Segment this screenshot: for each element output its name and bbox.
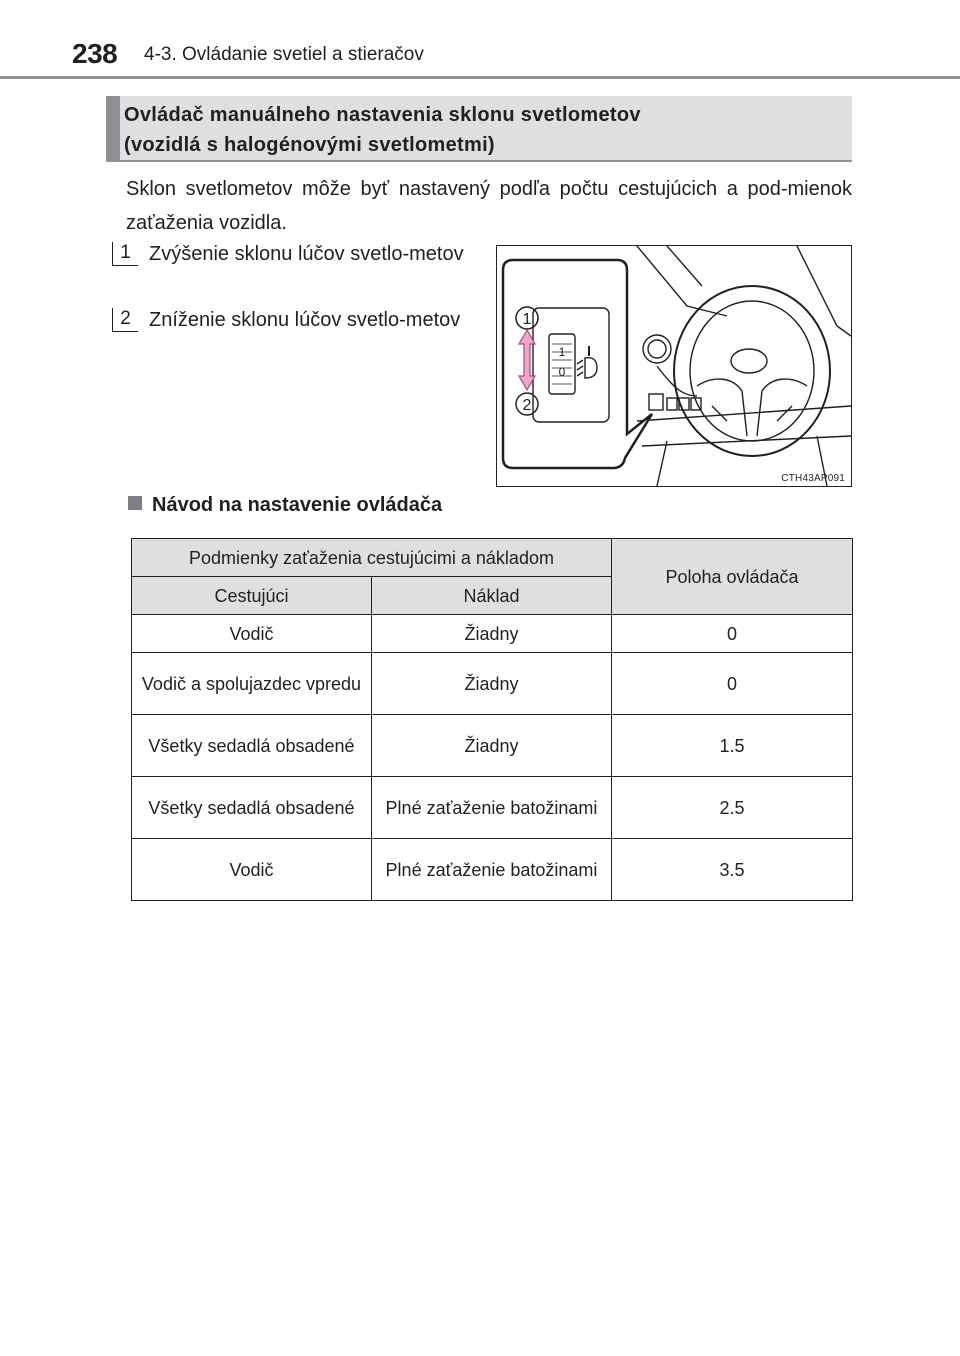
- table-header-passengers: Cestujúci: [132, 577, 372, 615]
- cell-load: Žiadny: [372, 715, 612, 777]
- header-rule: [0, 76, 960, 79]
- table-header-position: Poloha ovládača: [612, 539, 853, 615]
- wheel-hub: [731, 349, 767, 373]
- table-row: [132, 777, 853, 839]
- list-item: [112, 238, 476, 270]
- list-item: [112, 304, 476, 336]
- table-row: [132, 653, 853, 715]
- item-number-2: 2: [112, 308, 138, 332]
- dial-label-top: 1: [558, 345, 566, 359]
- cell-load: Plné zaťaženie batožinami: [372, 777, 612, 839]
- section-title-line-1: Ovládač manuálneho nastavenia sklonu svetlometov: [124, 104, 641, 126]
- dashboard-illustration: [497, 246, 851, 486]
- cell-passengers: Všetky sedadlá obsadené: [132, 715, 372, 777]
- leveling-table: [131, 538, 853, 901]
- cell-position: 1.5: [612, 715, 853, 777]
- dash-line: [637, 246, 727, 316]
- dash-line: [797, 246, 851, 336]
- callout-label-2: 2: [522, 397, 532, 414]
- vent-icon: [643, 335, 671, 363]
- item-text-1: Zvýšenie sklonu lúčov svetlo-metov: [149, 243, 464, 265]
- steering-wheel-icon: [674, 286, 830, 456]
- cell-position: 0: [612, 615, 853, 653]
- dial-label-bottom: 0: [558, 365, 566, 379]
- callout-label-1: 1: [522, 311, 532, 328]
- dash-line: [667, 246, 702, 286]
- square-bullet-icon: [128, 496, 142, 510]
- cell-position: 0: [612, 653, 853, 715]
- cell-load: Plné zaťaženie batožinami: [372, 839, 612, 901]
- cell-passengers: Vodič: [132, 839, 372, 901]
- cell-load: Žiadny: [372, 615, 612, 653]
- cell-position: 2.5: [612, 777, 853, 839]
- headlight-leveling-figure: [496, 245, 852, 487]
- intro-paragraph: Sklon svetlometov môže byť nastavený podľa počtu cestujúcich a pod-mienok zaťaženia vozidla.: [126, 178, 852, 234]
- cell-passengers: Všetky sedadlá obsadené: [132, 777, 372, 839]
- section-title: [124, 100, 844, 160]
- table-row: [132, 839, 853, 901]
- cell-load: Žiadny: [372, 653, 612, 715]
- section-title-line-2: (vozidlá s halogénovými svetlometmi): [124, 134, 495, 156]
- table-row: [132, 615, 853, 653]
- table-header-load: Náklad: [372, 577, 612, 615]
- cell-position: 3.5: [612, 839, 853, 901]
- dash-line: [657, 441, 667, 486]
- cell-passengers: Vodič a spolujazdec vpredu: [132, 653, 372, 715]
- table-row: [132, 715, 853, 777]
- running-head: 4-3. Ovládanie svetiel a stieračov: [144, 44, 424, 65]
- subheading: [128, 494, 442, 517]
- item-text-2: Zníženie sklonu lúčov svetlo-metov: [149, 309, 461, 331]
- item-number-1: 1: [112, 242, 138, 266]
- page-number: 238: [72, 38, 118, 69]
- subheading-text: Návod na nastavenie ovládača: [152, 494, 443, 516]
- figure-code: CTH43AP091: [781, 473, 845, 484]
- table-header-group: Podmienky zaťaženia cestujúcimi a nákladom: [132, 539, 612, 577]
- switch-icon: [649, 394, 663, 410]
- cell-passengers: Vodič: [132, 615, 372, 653]
